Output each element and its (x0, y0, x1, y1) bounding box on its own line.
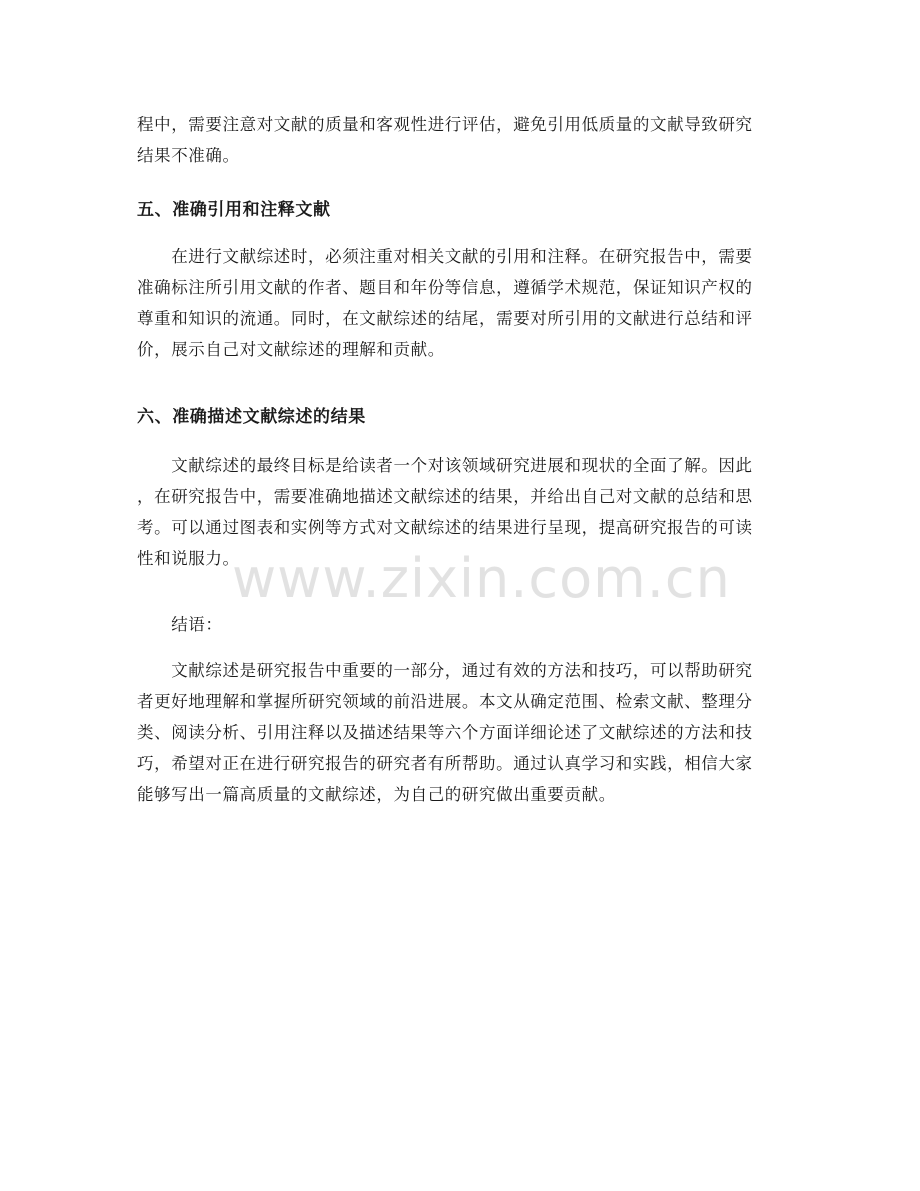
paragraph-line: 文献综述的最终目标是给读者一个对该领域研究进展和现状的全面了解。因此 (137, 456, 753, 475)
section-heading-5: 五、准确引用和注释文献 (137, 200, 331, 220)
paragraph-line: ，在研究报告中，需要准确地描述文献综述的结果，并给出自己对文献的总结和思 (137, 487, 753, 506)
conclusion-label-text: 结语： (137, 615, 223, 634)
paragraph-line: 尊重和知识的流通。同时，在文献综述的结尾，需要对所引用的文献进行总结和评 (137, 309, 753, 328)
paragraph-line: 结果不准确。 (137, 146, 240, 165)
section-heading-6: 六、准确描述文献综述的结果 (137, 407, 366, 427)
paragraph-line: 性和说服力。 (137, 549, 240, 568)
paragraph-line: 能够写出一篇高质量的文献综述，为自己的研究做出重要贡献。 (137, 785, 616, 804)
paragraph-section-5 (137, 241, 787, 365)
paragraph-line: 巧，希望对正在进行研究报告的研究者有所帮助。通过认真学习和实践，相信大家 (137, 754, 753, 773)
paragraph-line: 准确标注所引用文献的作者、题目和年份等信息，遵循学术规范，保证知识产权的 (137, 278, 753, 297)
paragraph-line: 考。可以通过图表和实例等方式对文献综述的结果进行呈现，提高研究报告的可读 (137, 518, 753, 537)
paragraph-line: 价，展示自己对文献综述的理解和贡献。 (137, 340, 445, 359)
paragraph-line: 在进行文献综述时，必须注重对相关文献的引用和注释。在研究报告中，需要 (137, 247, 753, 266)
paragraph-section-6 (137, 450, 787, 574)
watermark: www.zixin.com.cn (232, 547, 731, 610)
paragraph-line: 者更好地理解和掌握所研究领域的前沿进展。本文从确定范围、检索文献、整理分 (137, 692, 753, 711)
conclusion-label (137, 609, 787, 640)
paragraph-line: 程中，需要注意对文献的质量和客观性进行评估，避免引用低质量的文献导致研究 (137, 115, 753, 134)
paragraph-line: 文献综述是研究报告中重要的一部分，通过有效的方法和技巧，可以帮助研究 (137, 661, 753, 680)
paragraph-intro (137, 109, 787, 171)
paragraph-line: 类、阅读分析、引用注释以及描述结果等六个方面详细论述了文献综述的方法和技 (137, 723, 753, 742)
paragraph-conclusion (137, 655, 787, 810)
